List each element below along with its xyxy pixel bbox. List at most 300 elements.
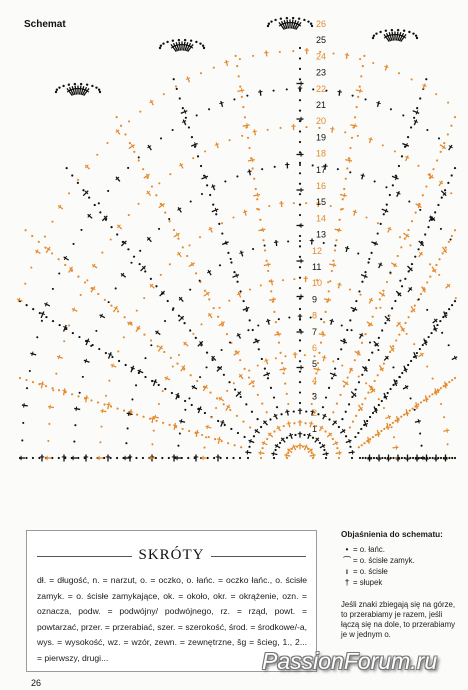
stitch-mark — [239, 252, 243, 253]
chain-dot — [267, 377, 269, 379]
chain-dot — [117, 350, 119, 352]
chain-dot — [51, 252, 53, 254]
chain-dot — [436, 324, 438, 326]
chain-dot — [184, 409, 186, 411]
chain-dot — [268, 205, 270, 207]
chain-dot — [377, 374, 379, 376]
chain-dot — [168, 457, 170, 459]
chain-dot — [171, 392, 173, 394]
chain-dot — [267, 25, 269, 27]
stitch-mark — [336, 453, 342, 454]
row-number: 2 — [312, 407, 318, 418]
chain-dot — [317, 413, 319, 415]
legend-item-label: = o. łańc. — [353, 545, 385, 554]
chain-dot — [259, 219, 261, 221]
stitch-mark — [218, 437, 219, 444]
chain-dot — [318, 127, 320, 129]
stitch-mark — [249, 440, 255, 442]
chain-dot — [169, 173, 171, 175]
chain-dot — [432, 457, 434, 459]
chain-dot — [252, 167, 254, 169]
chain-dot — [200, 165, 202, 167]
chain-dot — [411, 263, 413, 265]
chain-dot — [169, 220, 171, 222]
chain-dot — [239, 85, 241, 87]
chain-dot — [163, 93, 165, 95]
chain-dot — [274, 166, 276, 168]
stitch-mark — [128, 412, 129, 416]
stitch-mark — [344, 193, 345, 197]
chain-dot — [274, 449, 276, 451]
chain-dot — [279, 442, 281, 444]
chain-dot — [110, 305, 112, 307]
title-rule-right — [211, 556, 306, 557]
stitch-mark — [324, 299, 331, 300]
chain-dot — [26, 304, 28, 306]
stitch-mark — [285, 411, 289, 412]
chain-dot — [299, 204, 301, 206]
chain-dot — [312, 88, 314, 90]
chain-dot — [255, 188, 257, 190]
chain-dot — [426, 365, 428, 367]
chain-dot — [435, 93, 437, 95]
stitch-mark — [258, 453, 264, 454]
chain-dot — [197, 155, 199, 157]
stitch-mark — [215, 144, 219, 145]
chain-dot — [139, 111, 141, 113]
chain-dot — [256, 198, 258, 200]
chain-dot — [328, 418, 330, 420]
chain-dot — [349, 147, 351, 149]
chain-dot — [21, 439, 23, 441]
stitch-mark — [179, 42, 180, 51]
legend-title: Objaśnienia do schematu: — [341, 530, 443, 539]
chain-dot — [435, 264, 437, 266]
chain-dot — [186, 255, 188, 257]
chain-dot — [142, 168, 144, 170]
chain-dot — [299, 130, 301, 132]
chain-dot — [229, 409, 231, 411]
chain-dot — [334, 244, 336, 246]
chain-dot — [403, 30, 405, 32]
stitch-mark — [40, 383, 44, 384]
chain-dot — [279, 51, 281, 53]
stitch-mark — [340, 194, 347, 195]
chain-dot — [359, 457, 361, 459]
chain-dot — [349, 426, 351, 428]
chain-dot — [302, 445, 304, 447]
chain-dot — [299, 162, 301, 164]
chain-dot — [173, 78, 175, 80]
stitch-mark — [252, 131, 256, 132]
stitch-mark — [333, 263, 334, 267]
chain-dot — [434, 211, 436, 213]
chain-dot — [338, 219, 340, 221]
chain-dot — [303, 19, 305, 21]
chain-dot — [394, 300, 396, 302]
stitch-mark — [266, 51, 267, 57]
chain-dot — [257, 364, 259, 366]
chain-dot — [160, 137, 162, 139]
chain-dot — [397, 29, 399, 31]
stitch-mark — [232, 275, 238, 278]
stitch-mark — [127, 413, 133, 414]
chain-dot — [278, 342, 280, 344]
stitch-mark — [271, 453, 277, 454]
chain-dot — [232, 216, 234, 218]
stitch-mark — [253, 194, 260, 195]
chain-dot — [422, 344, 424, 346]
stitch-mark — [308, 433, 310, 439]
chain-dot — [398, 72, 400, 74]
stitch-mark — [445, 382, 446, 389]
stitch-mark — [415, 421, 421, 423]
row-number: 1 — [312, 424, 318, 434]
chain-dot — [440, 151, 442, 153]
chain-dot — [383, 428, 385, 430]
chain-dot — [178, 315, 180, 317]
stitch-mark — [337, 284, 341, 285]
stitch-mark — [224, 62, 228, 63]
chain-dot — [192, 157, 194, 159]
chain-dot — [230, 428, 232, 430]
stitch-mark — [58, 355, 59, 359]
chain-dot — [25, 379, 27, 381]
chain-dot — [384, 322, 386, 324]
chain-dot — [97, 293, 99, 295]
chain-dot — [359, 294, 361, 296]
chain-dot — [221, 232, 223, 234]
chain-dot — [45, 316, 47, 318]
chain-dot — [266, 411, 268, 413]
chain-dot — [426, 281, 428, 283]
chain-dot — [111, 356, 113, 358]
stitch-mark — [387, 423, 388, 430]
chain-dot — [299, 245, 301, 247]
chain-dot — [260, 426, 262, 428]
chain-dot — [267, 270, 269, 272]
chain-dot — [305, 202, 307, 204]
stitch-mark — [153, 379, 156, 385]
chain-dot — [206, 184, 208, 186]
chain-dot — [260, 284, 262, 286]
chain-dot — [99, 441, 101, 443]
chain-dot — [209, 194, 211, 196]
chain-dot — [315, 372, 317, 374]
stitch-mark — [352, 450, 353, 454]
chain-dot — [411, 78, 413, 80]
chain-dot — [448, 241, 450, 243]
chain-dot — [239, 290, 241, 292]
chain-dot — [318, 352, 320, 354]
chain-dot — [444, 189, 446, 191]
chain-dot — [317, 362, 319, 364]
chain-dot — [364, 271, 366, 273]
chain-dot — [79, 392, 81, 394]
chain-dot — [151, 185, 153, 187]
chain-dot — [352, 95, 354, 97]
chain-dot — [162, 422, 164, 424]
chain-dot — [370, 252, 372, 254]
chain-dot — [419, 348, 421, 350]
stitch-mark — [155, 415, 156, 419]
chain-dot — [66, 167, 68, 169]
chain-dot — [349, 319, 351, 321]
chain-dot — [110, 405, 112, 407]
stitch-mark — [416, 402, 417, 409]
row-number: 10 — [312, 278, 323, 289]
watermark: PassionForum.ru — [262, 648, 438, 674]
chain-dot — [200, 323, 202, 325]
chain-dot — [358, 381, 360, 383]
chain-dot — [409, 244, 411, 246]
chain-dot — [218, 223, 220, 225]
chain-dot — [68, 84, 70, 86]
stitch-mark — [318, 367, 319, 371]
chain-dot — [358, 446, 360, 448]
chain-dot — [88, 197, 90, 199]
chain-dot — [327, 281, 329, 283]
chain-dot — [391, 426, 393, 428]
chain-dot — [331, 270, 333, 272]
chain-dot — [325, 311, 327, 313]
chain-dot — [215, 407, 217, 409]
chain-dot — [116, 407, 118, 409]
chain-dot — [377, 349, 379, 351]
chain-dot — [226, 390, 228, 392]
chain-dot — [307, 20, 309, 22]
chain-dot — [269, 418, 271, 420]
chain-dot — [299, 141, 301, 143]
chain-dot — [253, 435, 255, 437]
chain-dot — [94, 204, 96, 206]
chain-dot — [319, 442, 321, 444]
stitch-mark — [323, 453, 329, 454]
chain-dot — [451, 379, 453, 381]
stitch-mark — [174, 423, 175, 430]
chain-dot — [160, 45, 162, 47]
chain-dot — [199, 376, 201, 378]
chain-dot — [247, 457, 249, 459]
stitch-mark — [76, 407, 77, 411]
chain-dot — [172, 309, 174, 311]
chain-dot — [411, 407, 413, 409]
chain-dot — [343, 188, 345, 190]
chain-dot — [59, 324, 61, 326]
stitch-mark — [207, 425, 208, 429]
chain-dot — [299, 235, 301, 237]
chain-dot — [273, 396, 275, 398]
chain-dot — [360, 75, 362, 77]
chain-dot — [162, 42, 164, 44]
row-number: 16 — [316, 181, 327, 191]
chain-dot — [25, 457, 27, 459]
chain-dot — [270, 290, 272, 292]
chain-dot — [355, 415, 357, 417]
stitch-mark — [241, 251, 243, 257]
chain-dot — [364, 397, 366, 399]
chain-dot — [361, 403, 363, 405]
chain-dot — [162, 390, 164, 392]
chain-dot — [127, 167, 129, 169]
chain-dot — [428, 336, 430, 338]
chain-dot — [352, 421, 354, 423]
stitch-mark — [257, 193, 258, 197]
chain-dot — [391, 307, 393, 309]
chain-dot — [393, 436, 395, 438]
chain-dot — [361, 342, 363, 344]
chain-dot — [217, 420, 219, 422]
legend-note: Jeśli znaki zbiegają się na górze, to przerabiamy je razem, jeśli łączą się na dole, to przerabiamy je w jednym o. — [341, 600, 455, 639]
chain-dot — [336, 447, 338, 449]
chain-dot — [409, 410, 411, 412]
chain-dot — [245, 403, 247, 405]
stitch-mark — [24, 403, 25, 407]
chain-dot — [401, 372, 403, 374]
chain-dot — [247, 137, 249, 139]
chain-dot — [379, 298, 381, 300]
chain-dot — [252, 55, 254, 57]
chain-dot — [190, 40, 192, 42]
stitch-mark — [196, 430, 197, 437]
stitch-mark — [338, 283, 340, 289]
chain-dot — [420, 401, 422, 403]
chain-dot — [201, 434, 203, 436]
chain-dot — [202, 45, 204, 47]
chain-stitch-icon: • — [345, 545, 349, 554]
chain-dot — [408, 31, 410, 33]
chain-dot — [390, 108, 392, 110]
stitch-mark — [340, 340, 346, 343]
chain-dot — [80, 229, 82, 231]
chain-dot — [124, 316, 126, 318]
chain-dot — [138, 203, 140, 205]
chain-dot — [101, 252, 103, 254]
stitch-mark — [64, 388, 65, 395]
chain-dot — [351, 137, 353, 139]
chain-dot — [219, 307, 221, 309]
chain-dot — [74, 83, 76, 85]
stitch-mark — [339, 228, 340, 232]
abbreviations-text: dł. = długość, n. = narzut, o. = oczko, o. łańc. = oczko łańc., o. ścisłe zamyk. = o. ścisłe zamykające, ok. = około, okr. = okrążenie, ozn. = oznacza, podw. = podwójny/ podwójnego, rz. = rząd, powt. = powtarzać, przer. = przerabiać, szer. = szerokość, środ. = środkowe/-a, wys. = wysokość, wz. = wzór, zewn. = zewnętrzne, ŝg = ŝcieg, 1., 2... = pierwszy, drugi... — [37, 575, 307, 663]
stitch-mark — [108, 402, 109, 409]
chain-dot — [73, 441, 75, 443]
stitch-mark — [269, 299, 276, 300]
chain-dot — [264, 244, 266, 246]
chain-dot — [195, 272, 197, 274]
chain-dot — [399, 280, 401, 282]
stitch-mark — [330, 373, 336, 376]
stitch-mark — [413, 111, 419, 114]
stitch-mark — [111, 365, 117, 367]
stitch-mark — [22, 405, 28, 406]
chain-dot — [389, 424, 391, 426]
row-number: 24 — [316, 51, 327, 62]
stitch-mark — [331, 319, 333, 325]
chain-dot — [108, 380, 110, 382]
legend-item-label: = o. ścisłe — [353, 567, 388, 576]
chain-dot — [331, 377, 333, 379]
chain-dot — [151, 443, 153, 445]
stitch-mark — [286, 453, 287, 457]
chain-dot — [48, 423, 50, 425]
chain-dot — [31, 235, 33, 237]
stitch-mark — [266, 359, 268, 365]
chain-dot — [155, 420, 157, 422]
chain-dot — [252, 385, 254, 387]
chain-dot — [389, 388, 391, 390]
chain-dot — [106, 142, 108, 144]
chain-dot — [280, 127, 282, 129]
chain-dot — [86, 84, 88, 86]
stitch-mark — [360, 89, 361, 93]
stitch-mark — [179, 421, 185, 423]
stitch-mark — [323, 355, 325, 361]
chain-dot — [346, 167, 348, 169]
chain-dot — [241, 135, 243, 137]
chain-dot — [230, 261, 232, 263]
chain-dot — [450, 192, 452, 194]
chain-dot — [274, 19, 276, 21]
chain-dot — [192, 333, 194, 335]
chain-dot — [99, 91, 101, 93]
chain-dot — [328, 290, 330, 292]
chain-dot — [385, 186, 387, 188]
chain-dot — [55, 373, 57, 375]
chain-dot — [103, 457, 105, 459]
chain-dot — [143, 297, 145, 299]
stitch-mark — [278, 332, 279, 336]
row-number: 8 — [312, 310, 318, 321]
chain-dot — [273, 311, 275, 313]
chain-dot — [228, 381, 230, 383]
chain-dot — [243, 436, 245, 438]
chain-dot — [440, 457, 442, 459]
chain-dot — [298, 18, 300, 20]
chain-dot — [299, 78, 301, 80]
chain-dot — [116, 116, 118, 118]
chain-dot — [196, 114, 198, 116]
chain-dot — [364, 333, 366, 335]
chain-dot — [235, 55, 237, 57]
chain-dot — [303, 434, 305, 436]
chain-dot — [417, 165, 419, 167]
chain-dot — [282, 279, 284, 281]
chain-dot — [448, 308, 450, 310]
stitch-mark — [362, 174, 364, 180]
chain-dot — [323, 321, 325, 323]
stitch-mark — [332, 127, 333, 133]
stitch-mark — [86, 395, 87, 402]
chain-dot — [299, 350, 301, 352]
chain-dot — [261, 168, 263, 170]
chain-dot — [118, 360, 120, 362]
chain-dot — [410, 360, 412, 362]
stitch-mark — [249, 169, 250, 175]
chain-dot — [324, 430, 326, 432]
chain-dot — [348, 403, 350, 405]
chain-dot — [58, 258, 60, 260]
chain-dot — [262, 239, 264, 241]
chain-dot — [445, 312, 447, 314]
stitch-mark — [402, 143, 408, 146]
chain-dot — [214, 438, 216, 440]
chain-dot — [293, 422, 295, 424]
stitch-mark — [268, 262, 269, 266]
chain-dot — [377, 222, 379, 224]
row-number: 11 — [312, 262, 322, 272]
chain-dot — [91, 85, 93, 87]
